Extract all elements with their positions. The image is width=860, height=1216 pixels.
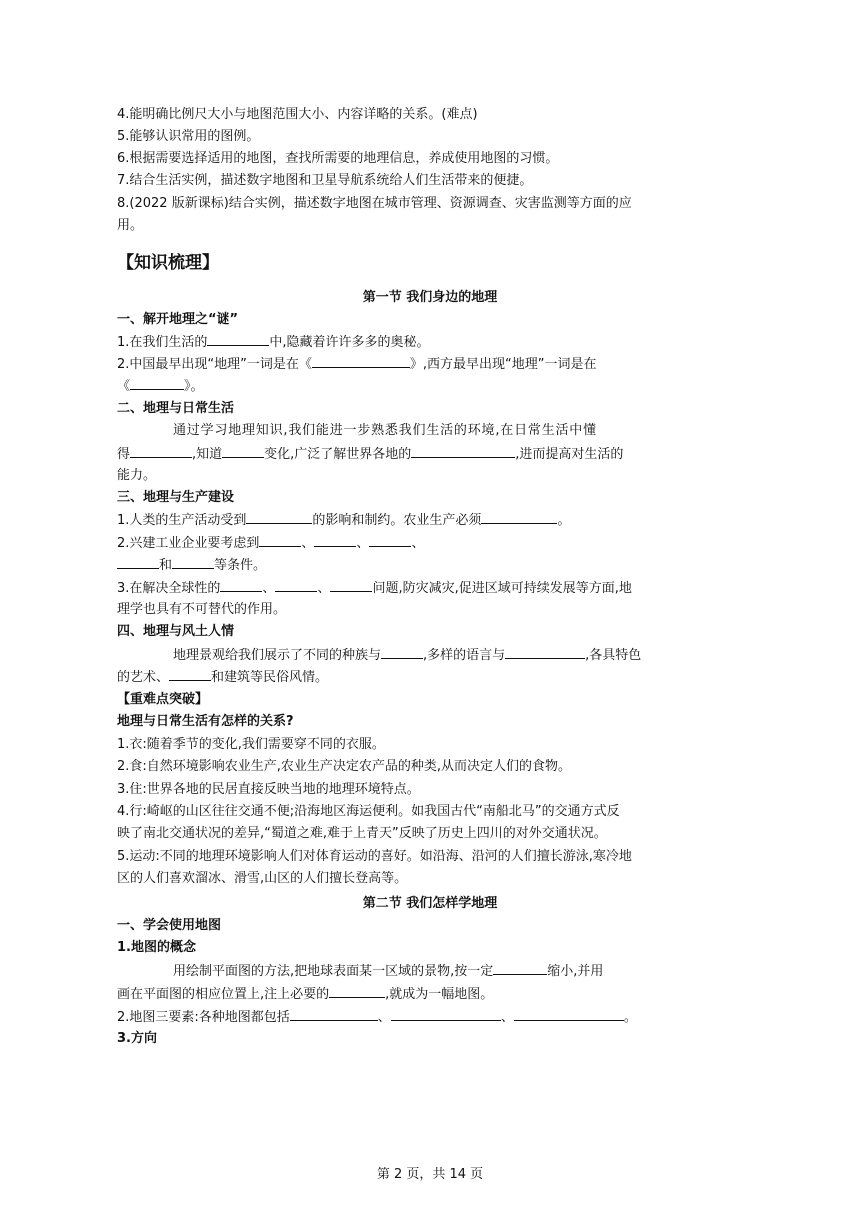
answer-blank[interactable] <box>330 577 372 592</box>
answer-blank[interactable] <box>329 983 385 998</box>
section1-title: 第一节 我们身边的地理 <box>362 290 498 305</box>
answer-blank[interactable] <box>391 1006 501 1021</box>
section1-heading-3: 三、地理与生产建设 <box>117 490 235 505</box>
answer-blank[interactable] <box>493 960 547 975</box>
key-point-2: 2.食:自然环境影响农业生产,农业生产决定农产品的种类,从而决定人们的食物。 <box>117 759 572 774</box>
answer-blank[interactable] <box>481 509 557 524</box>
fill-line-6b: 理学也具有不可替代的作用。 <box>117 602 287 617</box>
answer-blank[interactable] <box>290 1006 378 1021</box>
answer-blank[interactable] <box>117 554 159 569</box>
section2-subheading-3: 3.方向 <box>117 1031 157 1046</box>
answer-blank[interactable] <box>369 532 411 547</box>
objective-4: 4.能明确比例尺大小与地图范围大小、内容详略的关系。(难点) <box>117 107 478 122</box>
key-point-5-line2: 区的人们喜欢溜冰、滑雪,山区的人们擅长登高等。 <box>117 871 408 886</box>
page-footer: 第 2 页，共 14 页 <box>376 1167 484 1182</box>
answer-blank[interactable] <box>220 577 262 592</box>
key-points-title: 【重难点突破】 <box>117 692 209 707</box>
fill-line-4: 1.人类的生产活动受到 的影响和制约。农业生产必须 。 <box>117 509 747 532</box>
answer-blank[interactable] <box>275 577 317 592</box>
answer-blank[interactable] <box>207 331 269 346</box>
key-point-4-line1: 4.行:崎岖的山区往往交通不便;沿海地区海运便利。如我国古代“南船北马”的交通方式反 <box>117 804 620 819</box>
answer-blank[interactable] <box>314 532 356 547</box>
paragraph-daily-life: 通过学习地理知识,我们能进一步熟悉我们生活的环境,在日常生活中懂 <box>173 423 597 438</box>
objective-7: 7.结合生活实例，描述数字地图和卫星导航系统给人们生活带来的便捷。 <box>117 173 533 188</box>
fill-line-3: 得 ,知道 变化,广泛了解世界各地的 ,进而提高对生活的 <box>117 443 747 466</box>
key-point-3: 3.住:世界各地的民居直接反映当地的地理环境特点。 <box>117 782 420 797</box>
section2-subheading-1: 1.地图的概念 <box>117 940 196 955</box>
fill-line-9: 2.地图三要素:各种地图都包括 、 、 。 <box>117 1006 747 1029</box>
answer-blank[interactable] <box>130 443 192 458</box>
answer-blank[interactable] <box>130 375 184 390</box>
fill-line-8: 用绘制平面图的方法,把地球表面某一区域的景物,按一定 缩小,并用 <box>117 960 803 983</box>
answer-blank[interactable] <box>259 532 301 547</box>
key-point-4-line2: 映了南北交通状况的差异,“蜀道之难,难于上青天”反映了历史上四川的对外交通状况。 <box>117 826 607 841</box>
fill-line-6: 3.在解决全球性的 、 、 问题,防灾减灾,促进区域可持续发展等方面,地 <box>117 577 747 600</box>
key-question: 地理与日常生活有怎样的关系? <box>117 714 294 729</box>
fill-line-1: 1.在我们生活的 中,隐藏着许许多多的奥秘。 <box>117 331 747 354</box>
fill-line-5b: 和 等条件。 <box>117 554 747 577</box>
fill-line-2b: 《 》。 <box>117 375 747 398</box>
answer-blank[interactable] <box>222 443 264 458</box>
answer-blank[interactable] <box>411 443 515 458</box>
fill-line-7: 地理景观给我们展示了不同的种族与 ,多样的语言与 ,各具特色 <box>117 644 803 667</box>
answer-blank[interactable] <box>514 1006 624 1021</box>
section1-heading-2: 二、地理与日常生活 <box>117 401 235 416</box>
section1-heading-4: 四、地理与风土人情 <box>117 624 235 639</box>
key-point-5-line1: 5.运动:不同的地理环境影响人们对体育运动的喜好。如沿海、沿河的人们擅长游泳,寒冷地 <box>117 849 632 864</box>
answer-blank[interactable] <box>246 509 312 524</box>
fill-line-8b: 画在平面图的相应位置上,注上必要的 ,就成为一幅地图。 <box>117 983 747 1006</box>
section2-heading-1: 一、学会使用地图 <box>117 918 222 933</box>
section1-heading-1: 一、解开地理之“谜” <box>117 312 239 327</box>
answer-blank[interactable] <box>169 666 211 681</box>
fill-line-3b: 能力。 <box>117 468 157 483</box>
answer-blank[interactable] <box>172 554 214 569</box>
key-point-1: 1.衣:随着季节的变化,我们需要穿不同的衣服。 <box>117 737 385 752</box>
section2-title: 第二节 我们怎样学地理 <box>362 896 498 911</box>
fill-line-7b: 的艺术、 和建筑等民俗风情。 <box>117 666 747 689</box>
answer-blank[interactable] <box>505 644 585 659</box>
fill-line-2: 2.中国最早出现“地理”一词是在《 》,西方最早出现“地理”一词是在 <box>117 353 747 376</box>
objective-6: 6.根据需要选择适用的地图，查找所需要的地理信息，养成使用地图的习惯。 <box>117 151 559 166</box>
objective-8-line2: 用。 <box>117 218 144 233</box>
answer-blank[interactable] <box>312 353 410 368</box>
objective-8-line1: 8.(2022 版新课标)结合实例，描述数字地图在城市管理、资源调查、灾害监测等方面的应 <box>117 196 632 211</box>
answer-blank[interactable] <box>381 644 423 659</box>
objective-5: 5.能够认识常用的图例。 <box>117 129 260 144</box>
knowledge-title: 【知识梳理】 <box>117 253 219 273</box>
fill-line-5: 2.兴建工业企业要考虑到 、 、 、 <box>117 532 747 555</box>
